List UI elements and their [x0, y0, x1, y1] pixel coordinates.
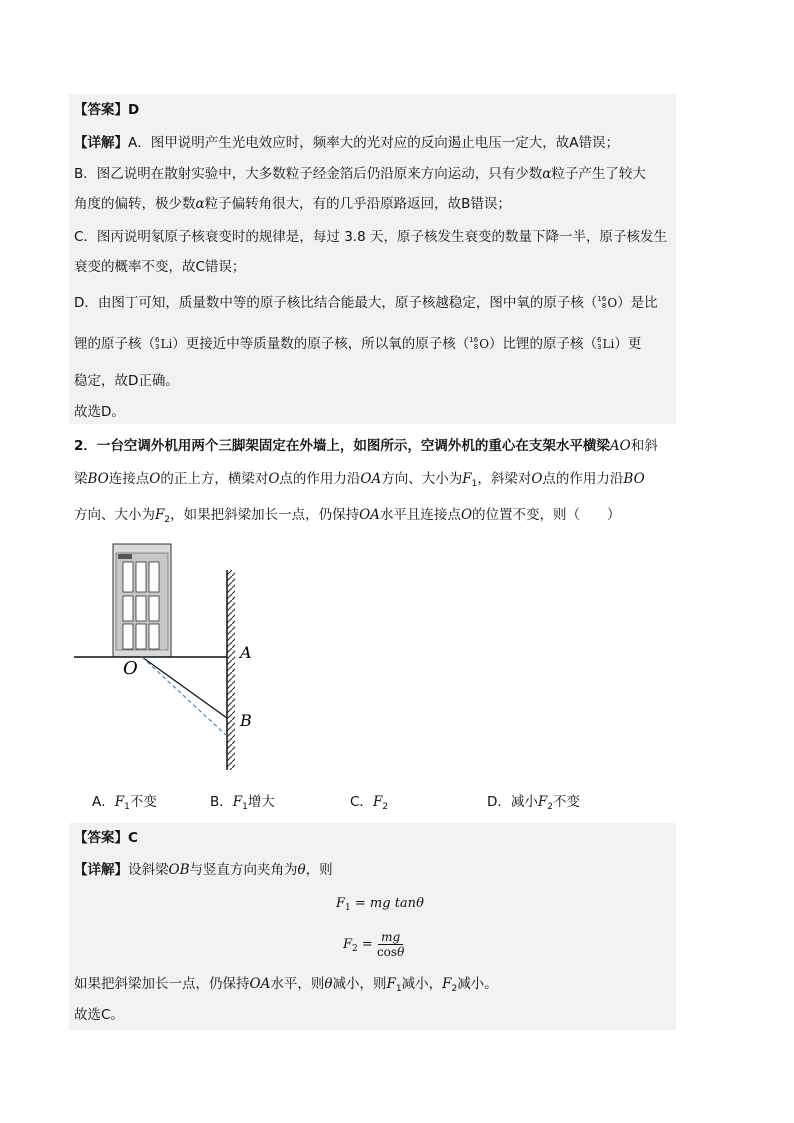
var-O: O: [531, 471, 543, 487]
alpha-symbol: α: [542, 166, 552, 182]
text: D．由图丁可知，质量数中等的原子核比结合能最大，原子核越稳定，图中氧的原子核（: [74, 295, 598, 311]
var-O: O: [268, 471, 280, 487]
text: 2．一台空调外机用两个三脚架固定在外墙上，如图所示，空调外机的重心在支架水平横梁: [74, 438, 610, 454]
detail-tag: 【详解】: [74, 862, 128, 878]
beam-BO: [142, 657, 227, 718]
oxygen-nuclide: 16 8: [469, 336, 479, 351]
detail-a-text: A．图甲说明产生光电效应时，频率大的光对应的反向遏止电压一定大，故A错误；: [128, 135, 619, 151]
q1-detail-d-line3: 稳定，故D正确。: [74, 373, 179, 389]
q2-answer-block: [69, 823, 676, 1030]
var-theta: θ: [297, 862, 306, 878]
q1-detail-d-line1: [74, 294, 658, 312]
text: 粒子产生了较大: [551, 166, 646, 182]
q1-answer: 【答案】D: [74, 102, 140, 118]
var-OA: OA: [360, 471, 382, 487]
option-c[interactable]: C．$F_2$: [350, 794, 389, 812]
q2-stem-line2: 梁BO连接点O的正上方，横梁对O点的作用力沿OA方向、大小为$F_1$，斜梁对O点的作用力沿BO: [74, 471, 645, 489]
q1-detail-a: [74, 134, 619, 152]
q2-conclusion: 故选C。: [74, 1007, 124, 1023]
q2-detail-line1: 【详解】设斜梁OB与竖直方向夹角为θ，则: [74, 862, 333, 878]
alpha-symbol: α: [195, 196, 205, 212]
text: 和斜: [630, 438, 658, 454]
text: B．图乙说明在散射实验中，大多数粒子经金箔后仍沿原来方向运动，只有少数: [74, 166, 543, 182]
var-OA: OA: [359, 507, 380, 523]
fraction: $\frac{mg}{\cos\theta}$: [376, 930, 405, 959]
formula-f1: $F_1$ = mg tanθ: [336, 896, 424, 913]
option-b[interactable]: B．$F_1$增大: [210, 794, 275, 812]
q1-detail-b-line1: [74, 165, 646, 183]
option-d[interactable]: D．减小$F_2$不变: [487, 794, 581, 812]
text: ）更接近中等质量数的原子核，所以氧的原子核（: [172, 336, 470, 352]
q2-stem-line1: [74, 437, 658, 455]
label-A: A: [240, 643, 252, 662]
lithium-symbol: Li: [160, 337, 173, 351]
lithium-nuclide: 6 3: [155, 336, 160, 351]
q1-detail-c-line2: 衰变的概率不变，故C错误；: [74, 259, 246, 275]
oxygen-symbol: O: [607, 296, 618, 310]
lithium-nuclide: 6 3: [597, 336, 602, 351]
var-OB: OB: [168, 862, 190, 878]
text: 角度的偏转，极少数: [74, 196, 196, 212]
oxygen-nuclide: 16 8: [597, 295, 607, 310]
var-F2: F: [155, 507, 165, 523]
oxygen-symbol: O: [479, 337, 490, 351]
q2-detail-last: 如果把斜梁加长一点，仍保持OA水平，则θ减小，则$F_1$减小，$F_2$减小。: [74, 976, 498, 994]
formula-f2: $F_2$ = $\frac{mg}{\cos\theta}$: [343, 930, 405, 959]
label-B: B: [240, 711, 252, 730]
var-O: O: [460, 507, 473, 523]
ac-unit: [113, 544, 171, 657]
text: 粒子偏转角很大，有的几乎沿原路返回，故B错误；: [204, 196, 511, 212]
q1-conclusion: 故选D。: [74, 404, 125, 420]
q2-figure: [70, 540, 270, 775]
text: ）比锂的原子核（: [489, 336, 598, 352]
q1-detail-c-line1: C．图丙说明氡原子核衰变时的规律是，每过 3.8 天，原子核发生衰变的数量下降一半，原子核发生: [74, 229, 667, 245]
text: ）是比: [617, 295, 658, 311]
beam-BO-extended: [142, 657, 227, 736]
q1-detail-b-line2: [74, 195, 511, 213]
q1-detail-d-line2: [74, 335, 641, 353]
var-O: O: [149, 471, 161, 487]
text: ）更: [614, 336, 642, 352]
lithium-symbol: Li: [602, 337, 615, 351]
option-a[interactable]: A．$F_1$不变: [92, 794, 157, 812]
label-O: O: [123, 658, 138, 679]
var-BO: BO: [87, 471, 109, 487]
q2-answer: 【答案】C: [74, 830, 138, 846]
wall: [227, 570, 235, 770]
var-OA: OA: [249, 976, 271, 992]
detail-tag: 【详解】: [74, 135, 128, 151]
var-F1: F: [462, 471, 472, 487]
var-AO: AO: [609, 438, 631, 454]
var-BO: BO: [623, 471, 645, 487]
text: 锂的原子核（: [74, 336, 155, 352]
q2-stem-line3: 方向、大小为$F_2$，如果把斜梁加长一点，仍保持OA水平且连接点O的位置不变，则（ ）: [74, 507, 621, 525]
